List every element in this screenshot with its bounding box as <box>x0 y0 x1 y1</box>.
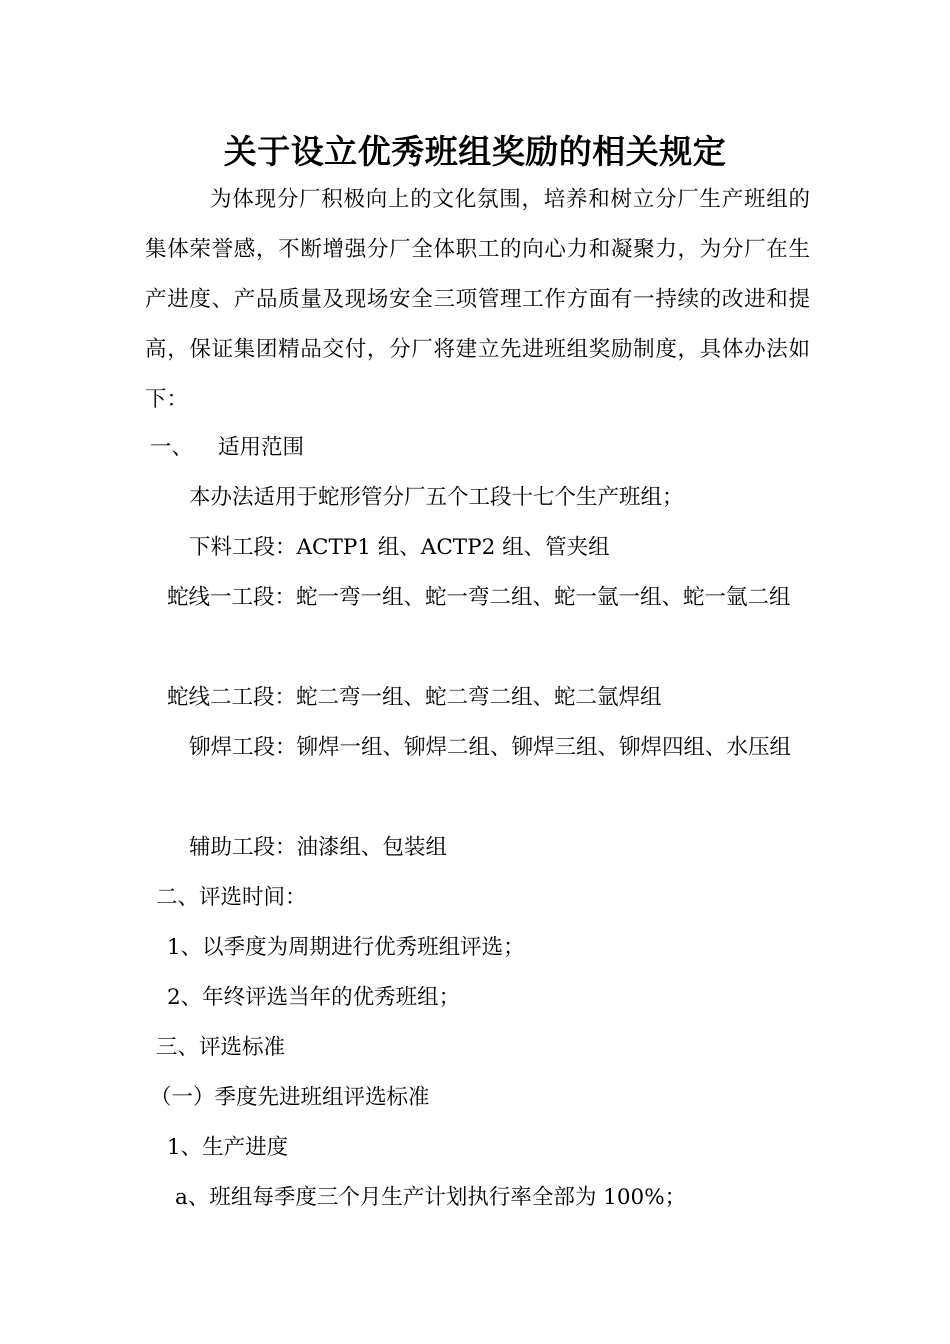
section-3-item-a: a、班组每季度三个月生产计划执行率全部为 100%； <box>175 1185 687 1210</box>
scope-paragraph: 本办法适用于蛇形管分厂五个工段十七个生产班组； <box>189 485 684 510</box>
section-2-item-1: 1、以季度为周期进行优秀班组评选； <box>167 935 525 960</box>
workshop-shexian-1: 蛇线一工段：蛇一弯一组、蛇一弯二组、蛇一氩一组、蛇一氩二组 <box>167 585 791 610</box>
section-2-item-2: 2、年终评选当年的优秀班组； <box>167 985 461 1010</box>
intro-paragraph: 为体现分厂积极向上的文化氛围，培养和树立分厂生产班组的集体荣誉感，不断增强分厂全体职工的向心力和凝聚力，为分厂在生产进度、产品质量及现场安全三项管理工作方面有一持续的改进和提高，保证集团精品交付，分厂将建立先进班组奖励制度，具体办法如下： <box>145 187 810 412</box>
section-3-heading: 三、评选标准 <box>156 1035 286 1060</box>
section-2-heading: 二、评选时间： <box>156 885 307 910</box>
workshop-shexian-2: 蛇线二工段：蛇二弯一组、蛇二弯二组、蛇二氩焊组 <box>167 685 662 710</box>
section-1-number: 一、 <box>150 435 194 460</box>
section-3-item-1: 1、生产进度 <box>167 1135 289 1160</box>
document-title: 关于设立优秀班组奖励的相关规定 <box>223 132 727 171</box>
section-3-subheading: （一）季度先进班组评选标准 <box>150 1085 430 1110</box>
workshop-fuzhu: 辅助工段：油漆组、包装组 <box>189 835 448 860</box>
section-1-title: 适用范围 <box>218 435 305 460</box>
workshop-maohan: 铆焊工段：铆焊一组、铆焊二组、铆焊三组、铆焊四组、水压组 <box>189 735 792 760</box>
workshop-xialiao: 下料工段：ACTP1 组、ACTP2 组、管夹组 <box>189 535 610 560</box>
section-1-heading <box>150 423 304 473</box>
